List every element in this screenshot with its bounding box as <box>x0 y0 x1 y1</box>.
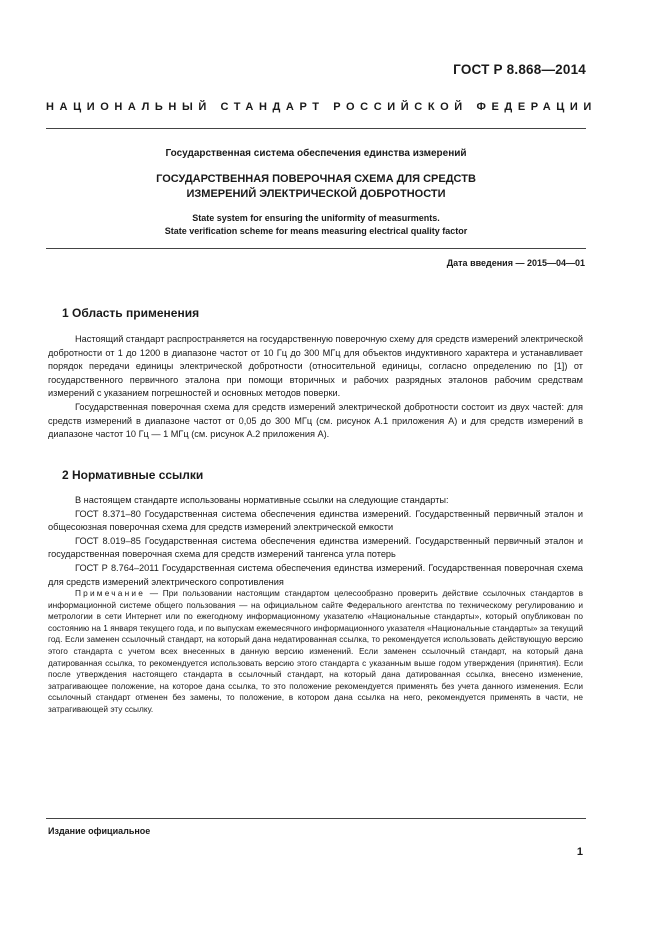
section1-heading: 1 Область применения <box>62 306 200 320</box>
english-title-line2: State verification scheme for means measuring electrical quality factor <box>164 225 468 236</box>
note-text: — При пользовании настоящим стандартом целесообразно проверить действие ссылочных стандартов в информационной системе общего пользования — на официальном сайте Федерального агентства по техническому регулированию и метрологии в сети Интернет или по ежегодному информационному указателю «Национальные стандарты», который опубликован по состоянию на 1 января текущего года, и по выпускам ежемесячного информационного указателя «Национальные стандарты» за текущий год. Если заменен ссылочный стандарт, на который дана недатированная ссылка, то рекомендуется использовать действующую версию этого стандарта с учетом всех внесенных в данную версию изменений. Если заменен ссылочный стандарт, на который дана датированная ссылка, то рекомендуется использовать версию этого стандарта с указанным выше годом утверждения (принятия). Если после утверждения настоящего стандарта в ссылочный стандарт, на который дана датированная ссылка, внесено изменение, затрагивающее положение, на которое дана ссылка, то это положение рекомендуется применять без учета данного изменения. Если ссылочный стандарт отменен без замены, то положение, в котором дана ссылка на него, рекомендуется применять в части, не затрагивающей эту ссылку. <box>48 588 583 714</box>
normative-ref-3: ГОСТ Р 8.764–2011 Государственная система обеспечения единства измерений. Государственная поверочная схема для средств измерений электрического сопротивления <box>48 562 583 587</box>
footer-divider <box>46 818 586 819</box>
section1-paragraph1: Настоящий стандарт распространяется на государственную поверочную схему для средств измерений электрической добротности от 1 до 1200 в диапазоне частот от 10 Гц до 300 МГц для объектов индуктивного характера и устанавливает порядок передачи единицы электрической добротности (относительной единицы, согласно определению по [1]) от государственного первичного эталона при помощи вторичных и рабочих разрядных эталонов рабочим средствам измерений с указанием погрешностей и основных методов поверки. <box>48 334 583 399</box>
normative-ref-1: ГОСТ 8.371–80 Государственная система обеспечения единства измерений. Государственный первичный эталон и общесоюзная поверочная схема для средств измерений электрической емкости <box>48 508 583 533</box>
main-title <box>46 172 586 202</box>
normative-ref-2: ГОСТ 8.019–85 Государственная система обеспечения единства измерений. Государственный первичный эталон и государственная поверочная схема для средств измерений тангенса угла потерь <box>48 535 583 560</box>
english-title <box>46 212 586 237</box>
page-number: 1 <box>576 846 583 858</box>
introduction-date: Дата введения — 2015—04—01 <box>446 258 585 268</box>
main-title-line2: ИЗМЕРЕНИЙ ЭЛЕКТРИЧЕСКОЙ ДОБРОТНОСТИ <box>186 188 446 200</box>
section2-heading: 2 Нормативные ссылки <box>62 468 204 482</box>
edition-label: Издание официальное <box>48 826 151 836</box>
section2-intro: В настоящем стандарте использованы нормативные ссылки на следующие стандарты: <box>75 495 449 505</box>
section1-paragraph2: Государственная поверочная схема для средств измерений электрической добротности состоит из двух частей: для средств измерений в диапазоне частот от 0,05 до 300 МГц (см. рисунок А.1 приложения А) и для средств измерений в диапазоне частот 10 Гц — 1 МГц (см. рисунок А.2 приложения А). <box>48 401 583 440</box>
note-paragraph <box>48 588 583 716</box>
section1-body <box>48 333 583 442</box>
main-title-line1: ГОСУДАРСТВЕННАЯ ПОВЕРОЧНАЯ СХЕМА ДЛЯ СРЕДСТВ <box>156 173 476 185</box>
system-title: Государственная система обеспечения единства измерений <box>165 148 467 159</box>
title-divider <box>46 248 586 249</box>
header-divider <box>46 128 586 129</box>
national-standard-title: НАЦИОНАЛЬНЫЙ СТАНДАРТ РОССИЙСКОЙ ФЕДЕРАЦИИ <box>46 101 597 113</box>
english-title-line1: State system for ensuring the uniformity of measurments. <box>192 213 440 223</box>
document-code: ГОСТ Р 8.868—2014 <box>453 62 586 77</box>
note-label: Примечание <box>75 588 146 598</box>
section2-body <box>48 494 583 589</box>
